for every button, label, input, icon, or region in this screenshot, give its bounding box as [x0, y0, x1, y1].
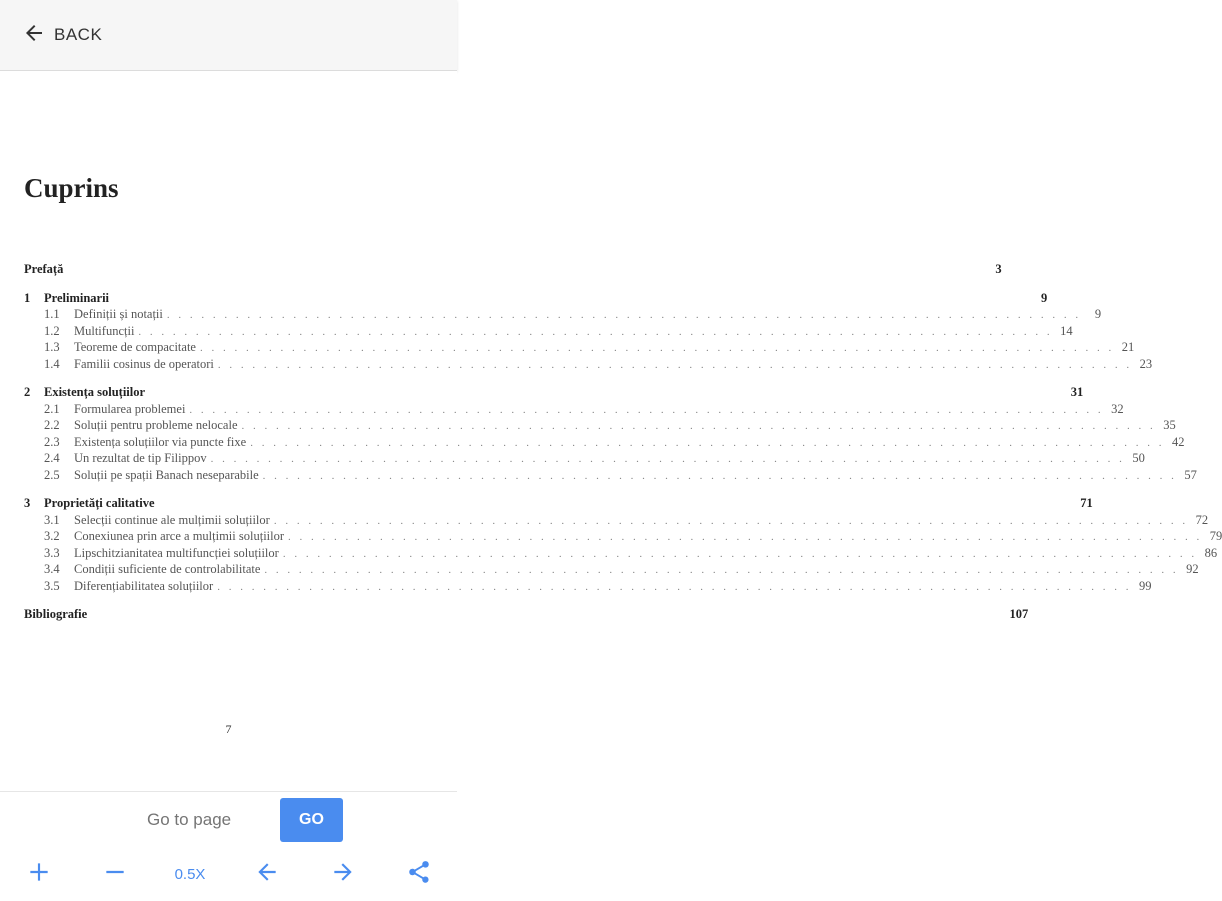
toc-entry-label: Selecții continue ale mulțimii soluțiilor	[74, 512, 270, 527]
toc-leader-dots: . . . . . . . . . . . . . . . . . . . . . . . . . . . . . . . . . . . . . . . . . . . . . . . . . . . . . . . . . . . . . . . . . . . . . . . . . . . . . . . .	[262, 469, 1177, 482]
toc-entry-page: 21	[1121, 340, 1135, 354]
page-number: 7	[225, 722, 232, 736]
toc-section-row	[24, 418, 1176, 435]
toc-entry-page: 107	[1009, 607, 1029, 621]
toc-entry-page: 14	[1060, 323, 1073, 338]
toc-entry-label: Soluții pentru probleme nelocale	[74, 418, 238, 432]
toc-entry-page: 31	[1070, 385, 1084, 399]
toc-entry-number: 1	[24, 290, 31, 305]
toc-entry-label: Formularea problemei	[74, 401, 186, 416]
toc-leader-dots: . . . . . . . . . . . . . . . . . . . . . . . . . . . . . . . . . . . . . . . . . . . . . . . . . . . . . . . . . . . . . . . . . . . . . . . . . . . . . . . .	[273, 514, 1189, 527]
toc-leader-dots: . . . . . . . . . . . . . . . . . . . . . . . . . . . . . . . . . . . . . . . . . . . . . . . . . . . . . . . . . . . . . . . . . . . . . . . . . . . . . . . .	[138, 325, 1053, 338]
toc-entry-number: 2.5	[44, 467, 60, 482]
go-to-page-label[interactable]: Go to page	[147, 810, 232, 829]
toc-section-row	[24, 512, 1209, 530]
toc-entry-page: 32	[1111, 401, 1124, 416]
toc-entry-number: 3.4	[44, 562, 60, 576]
toc-section-row	[24, 578, 1152, 596]
toc-entry-number: 1.1	[44, 307, 60, 321]
toc-leader-dots: . . . . . . . . . . . . . . . . . . . . . . . . . . . . . . . . . . . . . . . . . . . . . . . . . . . . . . . . . . . . . . . . . . . . . . . . . . . . . . . .	[199, 342, 1115, 354]
toc-entry-page: 86	[1204, 545, 1218, 560]
toc-leader-dots: . . . . . . . . . . . . . . . . . . . . . . . . . . . . . . . . . . . . . . . . . . . . . . . . . . . . . . . . . . . . . . . . . . . . . . . . . . . . . . . .	[288, 531, 1203, 543]
toc-chapter-row	[24, 290, 1048, 308]
toc-entry-number: 3.2	[44, 529, 60, 543]
toc-entry-label: Un rezultat de tip Filippov	[74, 451, 207, 465]
toc-section-row	[24, 340, 1135, 357]
toc-entry-label: Bibliografie	[24, 607, 88, 621]
toc-leader-dots: . . . . . . . . . . . . . . . . . . . . . . . . . . . . . . . . . . . . . . . . . . . . . . . . . . . . . . . . . . . . . . . . . . . . . . . . . . . . . . . .	[210, 453, 1125, 465]
toc-leader-dots: . . . . . . . . . . . . . . . . . . . . . . . . . . . . . . . . . . . . . . . . . . . . . . . . . . . . . . . . . . . . . . . . . . . . . . . . . . . . . . . .	[217, 580, 1132, 593]
toc-entry-page: 99	[1138, 578, 1152, 593]
toc-entry-label: Definiții și notații	[74, 307, 163, 321]
toc-entry-page: 23	[1139, 356, 1153, 371]
toc-entry-label: Conexiunea prin arce a mulțimii soluțiilor	[74, 529, 285, 543]
back-button[interactable]	[22, 20, 102, 50]
toc-entry-label: Condiții suficiente de controlabilitate	[74, 562, 261, 576]
toc-section-row	[24, 401, 1124, 419]
toc-section-row	[24, 467, 1197, 485]
page-title: Cuprins	[24, 173, 119, 203]
toc-entry-label: Soluții pe spații Banach neseparabile	[74, 467, 259, 482]
toc-section-row	[24, 307, 1102, 324]
go-button[interactable]: GO	[280, 798, 343, 842]
share-button[interactable]	[404, 858, 434, 890]
toc-entry-number: 3	[24, 496, 31, 510]
toc-entry-label: Proprietăți calitative	[44, 496, 155, 510]
toc-leader-dots: . . . . . . . . . . . . . . . . . . . . . . . . . . . . . . . . . . . . . . . . . . . . . . . . . . . . . . . . . . . . . . . . . . . . . . . . . . . . . . . .	[282, 547, 1198, 560]
toc-chapter-row	[24, 262, 1002, 279]
toc-entry-number: 1.2	[44, 323, 60, 338]
toc-entry-page: 79	[1209, 529, 1222, 543]
document-page[interactable]	[0, 71, 1222, 791]
arrow-left-icon	[254, 859, 280, 890]
zoom-out-button[interactable]	[100, 858, 130, 890]
toc-entry-number: 2.4	[44, 451, 60, 465]
minus-icon	[102, 859, 128, 890]
toc-entry-page: 50	[1132, 451, 1145, 465]
toc-entry-label: Teoreme de compacitate	[74, 340, 196, 354]
toc-entry-label: Diferențiabilitatea soluțiilor	[74, 578, 214, 593]
share-icon	[406, 859, 432, 890]
toc-entry-label: Preliminarii	[44, 290, 110, 305]
toc-leader-dots: . . . . . . . . . . . . . . . . . . . . . . . . . . . . . . . . . . . . . . . . . . . . . . . . . . . . . . . . . . . . . . . . . . . . . . . . . . . . . . . .	[264, 564, 1179, 576]
table-of-contents	[24, 262, 1222, 624]
toc-leader-dots: . . . . . . . . . . . . . . . . . . . . . . . . . . . . . . . . . . . . . . . . . . . . . . . . . . . . . . . . . . . . . . . . . . . . . . . . . . . . . . . .	[241, 420, 1156, 432]
toc-leader-dots: . . . . . . . . . . . . . . . . . . . . . . . . . . . . . . . . . . . . . . . . . . . . . . . . . . . . . . . . . . . . . . . . . . . . . . . . . . . . . . . .	[166, 309, 1082, 321]
bottom-toolbar	[0, 791, 457, 901]
toc-entry-label: Lipschitzianitatea multifuncției soluțiilor	[74, 545, 279, 560]
arrow-right-icon	[330, 859, 356, 890]
toc-entry-number: 2.1	[44, 401, 60, 416]
toc-entry-number: 2.2	[44, 418, 60, 432]
toc-leader-dots: . . . . . . . . . . . . . . . . . . . . . . . . . . . . . . . . . . . . . . . . . . . . . . . . . . . . . . . . . . . . . . . . . . . . . . . . . . . . . . . .	[217, 358, 1133, 371]
previous-page-button[interactable]	[252, 858, 282, 890]
toc-entry-page: 57	[1184, 467, 1197, 482]
toc-leader-dots: . . . . . . . . . . . . . . . . . . . . . . . . . . . . . . . . . . . . . . . . . . . . . . . . . . . . . . . . . . . . . . . . . . . . . . . . . . . . . . . .	[250, 436, 1165, 449]
zoom-level: 0.5X	[174, 865, 206, 883]
zoom-level-button[interactable]	[170, 858, 210, 890]
toc-entry-page: 35	[1163, 418, 1176, 432]
toc-section-row	[24, 545, 1218, 563]
toc-entry-page: 9	[1041, 290, 1048, 305]
toc-entry-number: 3.1	[44, 512, 60, 527]
toc-section-row	[24, 451, 1145, 468]
toc-section-row	[24, 529, 1222, 546]
toc-entry-label: Familii cosinus de operatori	[74, 356, 214, 371]
toc-entry-label: Prefață	[24, 262, 64, 276]
top-bar	[0, 0, 457, 71]
next-page-button[interactable]	[328, 858, 358, 890]
toc-section-row	[24, 434, 1185, 452]
toc-leader-dots: . . . . . . . . . . . . . . . . . . . . . . . . . . . . . . . . . . . . . . . . . . . . . . . . . . . . . . . . . . . . . . . . . . . . . . . . . . . . . . . .	[189, 403, 1104, 416]
toc-entry-page: 9	[1094, 307, 1102, 321]
toc-entry-page: 42	[1171, 434, 1185, 449]
toc-entry-page: 72	[1195, 512, 1209, 527]
toc-entry-label: Multifuncții	[74, 323, 135, 338]
toc-entry-page: 71	[1080, 496, 1093, 510]
arrow-left-icon	[22, 21, 46, 50]
toc-entry-number: 1.4	[44, 356, 60, 371]
toc-entry-number: 2.3	[44, 434, 60, 449]
toc-entry-label: Existența soluțiilor	[44, 385, 146, 399]
toc-entry-number: 2	[24, 385, 31, 399]
back-label: BACK	[54, 25, 103, 44]
toc-entry-number: 1.3	[44, 340, 60, 354]
toc-entry-page: 3	[995, 262, 1002, 276]
toc-section-row	[24, 562, 1199, 579]
toc-chapter-row	[24, 385, 1084, 402]
toc-section-row	[24, 356, 1153, 374]
toc-chapter-row	[24, 607, 1029, 624]
toc-entry-page: 92	[1186, 562, 1199, 576]
toc-chapter-row	[24, 496, 1093, 513]
zoom-in-button[interactable]	[24, 858, 54, 890]
toc-entry-number: 3.3	[44, 545, 60, 560]
toc-section-row	[24, 323, 1073, 341]
toolbar-row	[0, 858, 457, 890]
plus-icon	[26, 859, 52, 890]
toc-entry-label: Existența soluțiilor via puncte fixe	[74, 434, 247, 449]
toc-entry-number: 3.5	[44, 578, 60, 593]
